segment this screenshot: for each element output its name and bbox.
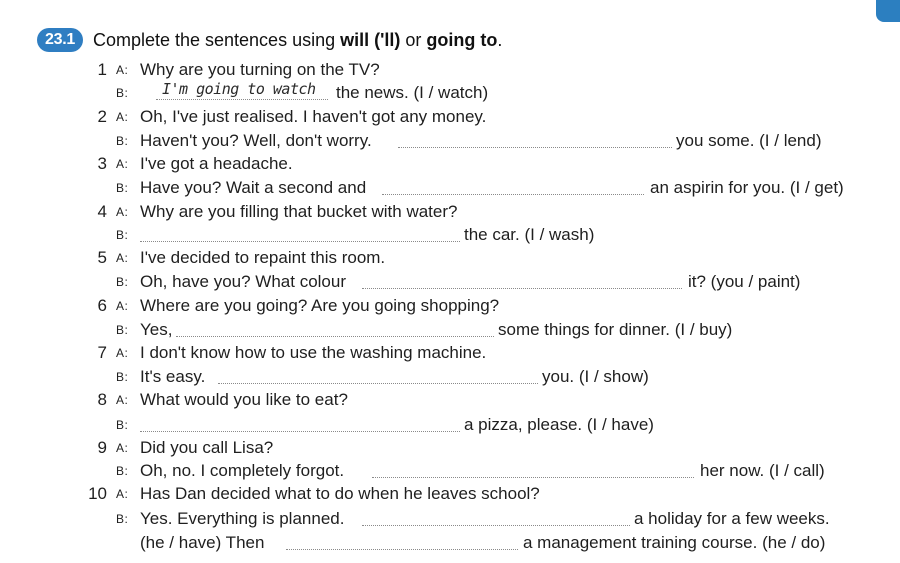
item-b-line — [0, 270, 900, 294]
speaker-b-continuation: an aspirin for you. (I / get) — [650, 178, 844, 197]
answer-blank[interactable] — [156, 81, 328, 100]
answer-blank[interactable] — [176, 318, 494, 337]
corner-tab-marker — [876, 0, 900, 22]
item-b-line — [0, 176, 900, 200]
speaker-a-label: A: — [116, 393, 129, 407]
speaker-b-label: B: — [116, 370, 129, 384]
speaker-b-label: B: — [116, 464, 129, 478]
speaker-b-text: Yes, — [140, 320, 173, 339]
item-a-line — [0, 200, 900, 224]
speaker-b-continuation: the car. (I / wash) — [464, 225, 595, 244]
answer-blank[interactable] — [362, 507, 630, 526]
answer-blank[interactable] — [398, 129, 672, 148]
speaker-b-label: B: — [116, 323, 129, 337]
speaker-a-label: A: — [116, 299, 129, 313]
item-number: 5 — [97, 248, 107, 267]
speaker-a-label: A: — [116, 63, 129, 77]
item-number: 6 — [97, 296, 107, 315]
handwritten-answer: I'm going to watch — [162, 80, 316, 98]
item-b-line — [0, 223, 900, 247]
exercise-header — [37, 28, 502, 52]
item-b-line — [0, 459, 900, 483]
speaker-a-text: Oh, I've just realised. I haven't got any money. — [140, 107, 487, 126]
speaker-b-text: It's easy. — [140, 367, 206, 386]
speaker-a-text: I've got a headache. — [140, 154, 293, 173]
speaker-b-label: B: — [116, 512, 129, 526]
speaker-b-text: Yes. Everything is planned. — [140, 509, 345, 528]
speaker-a-text: I've decided to repaint this room. — [140, 248, 386, 267]
answer-blank[interactable] — [372, 459, 694, 478]
continuation-end: a management training course. (he / do) — [523, 533, 826, 552]
speaker-b-label: B: — [116, 134, 129, 148]
speaker-a-text: Where are you going? Are you going shopping? — [140, 296, 500, 315]
item-a-line — [0, 388, 900, 412]
item-a-line — [0, 105, 900, 129]
speaker-a-text: What would you like to eat? — [140, 390, 348, 409]
speaker-b-label: B: — [116, 418, 129, 432]
item-a-line — [0, 246, 900, 270]
speaker-b-continuation: it? (you / paint) — [688, 272, 801, 291]
exercise-number-badge: 23.1 — [37, 28, 83, 52]
item-a-line — [0, 436, 900, 460]
item-b-line — [0, 413, 900, 437]
speaker-a-label: A: — [116, 487, 129, 501]
item-number: 2 — [97, 107, 107, 126]
speaker-a-label: A: — [116, 205, 129, 219]
speaker-b-continuation: a pizza, please. (I / have) — [464, 415, 654, 434]
item-number: 7 — [97, 343, 107, 362]
item-number: 1 — [97, 60, 107, 79]
answer-blank[interactable] — [362, 270, 682, 289]
speaker-b-continuation: a holiday for a few weeks. — [634, 509, 830, 528]
speaker-b-text: Have you? Wait a second and — [140, 178, 367, 197]
speaker-a-text: Did you call Lisa? — [140, 438, 274, 457]
speaker-b-text: Oh, have you? What colour — [140, 272, 347, 291]
speaker-a-text: Why are you filling that bucket with water? — [140, 202, 458, 221]
speaker-a-text: Why are you turning on the TV? — [140, 60, 380, 79]
speaker-a-text: Has Dan decided what to do when he leaves school? — [140, 484, 540, 503]
speaker-b-label: B: — [116, 86, 129, 100]
item-a-line — [0, 294, 900, 318]
speaker-b-label: B: — [116, 181, 129, 195]
speaker-a-label: A: — [116, 346, 129, 360]
item-a-line — [0, 152, 900, 176]
speaker-b-continuation: her now. (I / call) — [700, 461, 825, 480]
speaker-a-text: I don't know how to use the washing machine. — [140, 343, 487, 362]
item-number: 8 — [97, 390, 107, 409]
item-b-line — [0, 81, 900, 105]
answer-blank[interactable] — [140, 413, 460, 432]
item-b-line — [0, 507, 900, 531]
answer-blank[interactable] — [218, 365, 538, 384]
speaker-b-continuation: some things for dinner. (I / buy) — [498, 320, 733, 339]
item-b-line — [0, 365, 900, 389]
speaker-b-continuation: the news. (I / watch) — [336, 83, 489, 102]
item-a-line — [0, 482, 900, 506]
speaker-a-label: A: — [116, 251, 129, 265]
speaker-b-text: Haven't you? Well, don't worry. — [140, 131, 372, 150]
continuation-text: (he / have) Then — [140, 533, 265, 552]
speaker-b-text: Oh, no. I completely forgot. — [140, 461, 345, 480]
item-number: 3 — [97, 154, 107, 173]
item-number: 4 — [97, 202, 107, 221]
exercise-instruction: Complete the sentences using will ('ll) or going to. — [92, 29, 503, 50]
item-b-line — [0, 318, 900, 342]
speaker-b-label: B: — [116, 228, 129, 242]
item-c-line — [0, 531, 900, 555]
speaker-a-label: A: — [116, 157, 129, 171]
answer-blank[interactable] — [140, 223, 460, 242]
speaker-b-continuation: you some. (I / lend) — [676, 131, 822, 150]
item-a-line — [0, 341, 900, 365]
item-a-line — [0, 58, 900, 82]
speaker-b-label: B: — [116, 275, 129, 289]
answer-blank[interactable] — [286, 531, 518, 550]
speaker-a-label: A: — [116, 110, 129, 124]
item-b-line — [0, 129, 900, 153]
item-number: 10 — [88, 484, 107, 503]
speaker-b-continuation: you. (I / show) — [542, 367, 649, 386]
speaker-a-label: A: — [116, 441, 129, 455]
answer-blank[interactable] — [382, 176, 644, 195]
item-number: 9 — [97, 438, 107, 457]
